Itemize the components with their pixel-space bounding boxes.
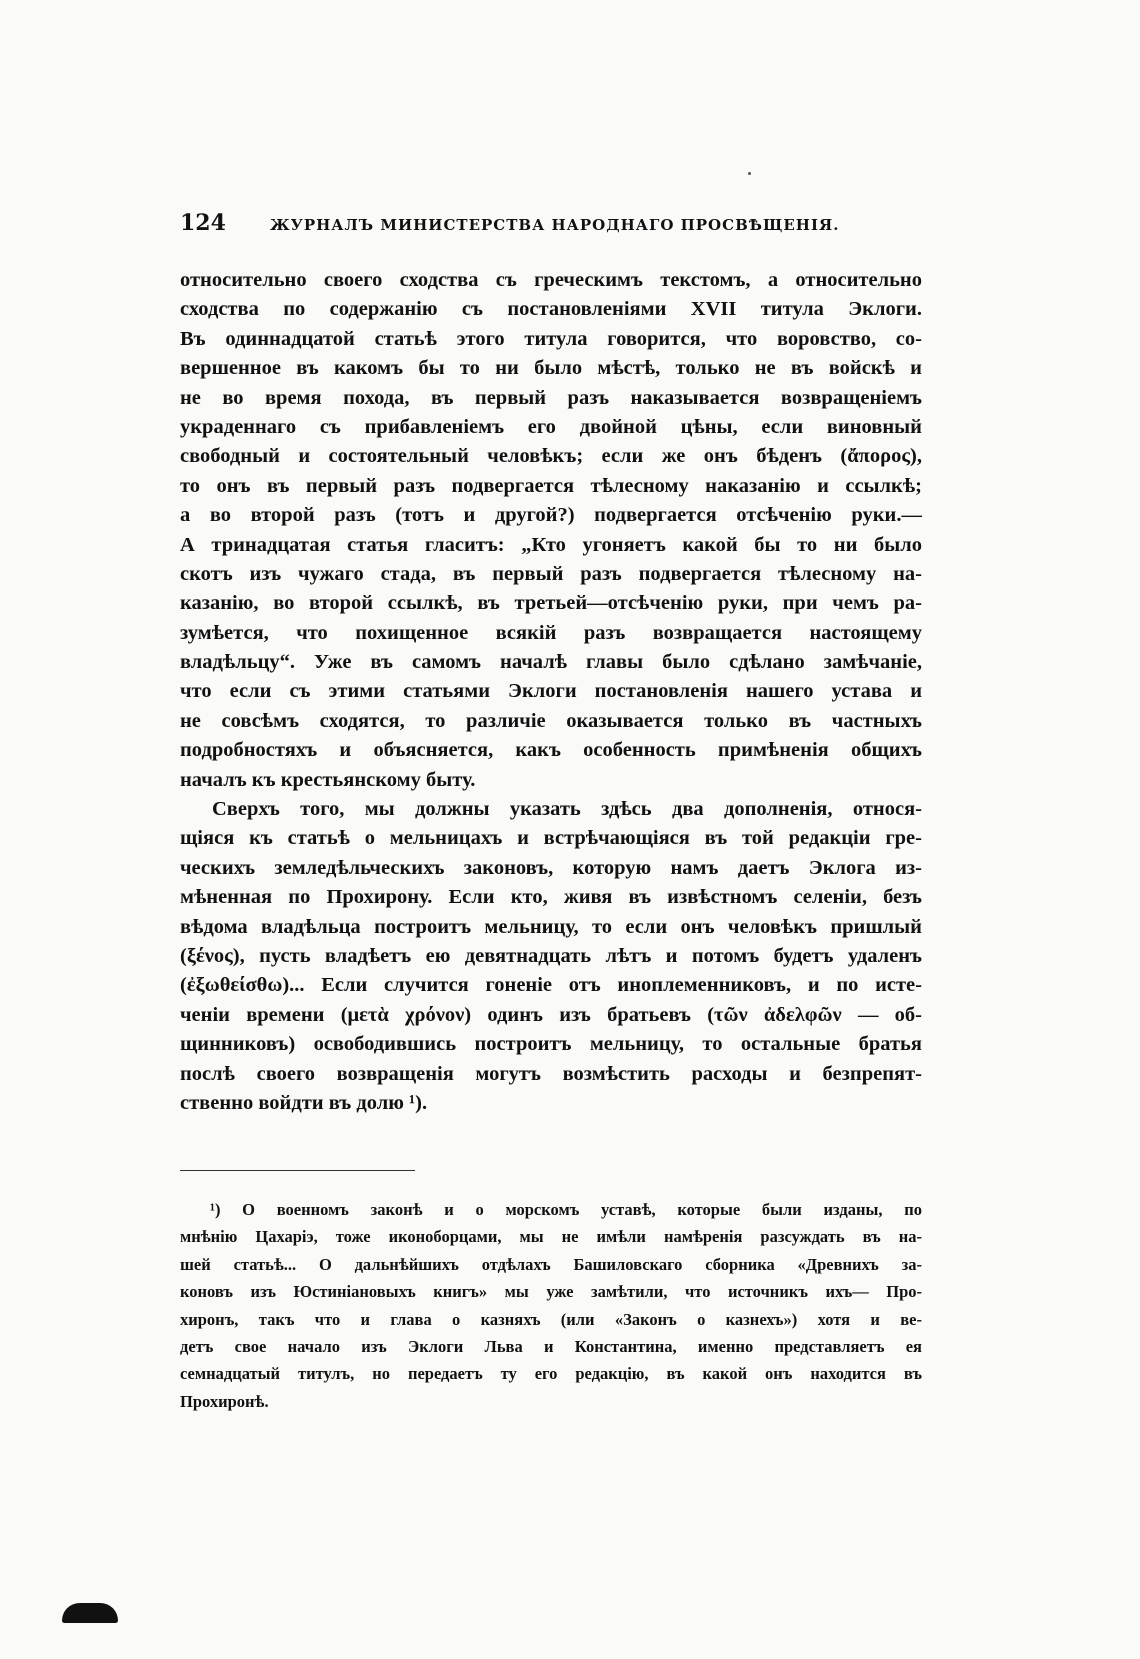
text-line: не во время похода, въ первый разъ наказывается возвращеніемъ [180,386,922,409]
text-line: щіяся къ статьѣ о мельницахъ и встрѣчающіяся въ той редакціи гре- [180,827,922,850]
footnote-line: мнѣнію Цахаріэ, тоже иконоборцами, мы не имѣли намѣренія разсуждать въ на- [180,1227,922,1247]
footnote [180,1196,922,1415]
footnote-line: семнадцатый титулъ, но передаетъ ту его редакцію, въ какой онъ находится въ [180,1364,922,1384]
text-line: вершенное въ какомъ бы то ни было мѣстѣ, только не въ войскѣ и [180,357,922,380]
text-line: (ξένος), пусть владѣетъ ею девятнадцать лѣтъ и потомъ будетъ удаленъ [180,944,922,967]
text-line: вѣдома владѣльца построитъ мельницу, то если онъ человѣкъ пришлый [180,915,922,938]
text-line: щинниковъ) освободившись построитъ мельницу, то остальные братья [180,1033,922,1056]
text-line: казанію, во второй ссылкѣ, въ третьей—отсѣченію руки, при чемъ ра- [180,592,922,615]
text-line: скотъ изъ чужаго стада, въ первый разъ подвергается тѣлесному на- [180,562,922,585]
footnote-line: шей статьѣ... О дальнѣйшихъ отдѣлахъ Башиловскаго сборника «Древнихъ за- [180,1254,922,1274]
text-line: (ἐξωθείσθω)... Если случится гоненіе отъ иноплеменниковъ, и по исте- [180,974,922,997]
text-line: владѣльцу“. Уже въ самомъ началѣ главы было сдѣлано замѣчаніе, [180,651,922,674]
scan-speck [748,172,751,175]
page-header [180,210,920,240]
text-line: А тринадцатая статья гласитъ: „Кто угоняетъ какой бы то ни было [180,533,922,556]
text-line: не совсѣмъ сходятся, то различіе оказывается только въ частныхъ [180,709,922,732]
text-line: ченіи времени (μετὰ χρόνον) одинъ изъ братьевъ (τῶν ἀδελφῶν — об- [180,1003,922,1026]
text-line: мѣненная по Прохирону. Если кто, живя въ извѣстномъ селеніи, безъ [180,886,922,909]
text-line: украденнаго съ прибавленіемъ его двойной цѣны, если виновный [180,415,922,438]
footnote-line: коновъ изъ Юстиніановыхъ книгъ» мы уже замѣтили, что источникъ ихъ— Про- [180,1282,922,1302]
ink-blot [62,1603,118,1623]
text-line: относительно своего сходства съ греческимъ текстомъ, а относительно [180,269,922,291]
text-line: то онъ въ первый разъ подвергается тѣлесному наказанію и ссылкѣ; [180,474,922,497]
text-line: сходства по содержанію съ постановленіями XVII титула Эклоги. [180,298,922,321]
footnote-line: детъ свое начало изъ Эклоги Льва и Константина, именно представляетъ ея [180,1336,922,1356]
running-title: ЖУРНАЛЪ МИНИСТЕРСТВА НАРОДНАГО ПРОСВѢЩЕНІЯ. [270,216,840,234]
text-line: свободный и состоятельный человѣкъ; если же онъ бѣденъ (ἄπορος), [180,445,922,468]
text-line: ческихъ земледѣльческихъ законовъ, которую намъ даетъ Эклога из- [180,856,922,879]
page-number: 124 [180,210,226,236]
footnote-line: ¹) О военномъ законѣ и о морскомъ уставѣ, которые были изданы, по [210,1200,922,1219]
text-line: подробностяхъ и объясняется, какъ особенность примѣненія общихъ [180,739,922,762]
footnote-separator [180,1170,415,1171]
footnote-line: хиронъ, такъ что и глава о казняхъ (или «Законъ о казнехъ») хотя и ве- [180,1309,922,1329]
main-text [180,266,922,1118]
footnote-line: Прохиронѣ. [180,1391,269,1411]
text-line: ственно войдти въ долю ¹). [180,1091,428,1114]
text-line: послѣ своего возвращенія могутъ возмѣстить расходы и безпрепят- [180,1062,922,1085]
text-line: а во второй разъ (тотъ и другой?) подвергается отсѣченію руки.— [180,504,922,527]
paragraph-start-line: Сверхъ того, мы должны указать здѣсь два дополненія, относя- [212,798,922,821]
text-line: началъ къ крестьянскому быту. [180,768,476,791]
text-line: что если съ этими статьями Эклоги постановленія нашего устава и [180,680,922,703]
text-line: зумѣется, что похищенное всякій разъ возвращается настоящему [180,621,922,644]
text-line: Въ одиннадцатой статьѣ этого титула говорится, что воровство, со- [180,327,922,350]
